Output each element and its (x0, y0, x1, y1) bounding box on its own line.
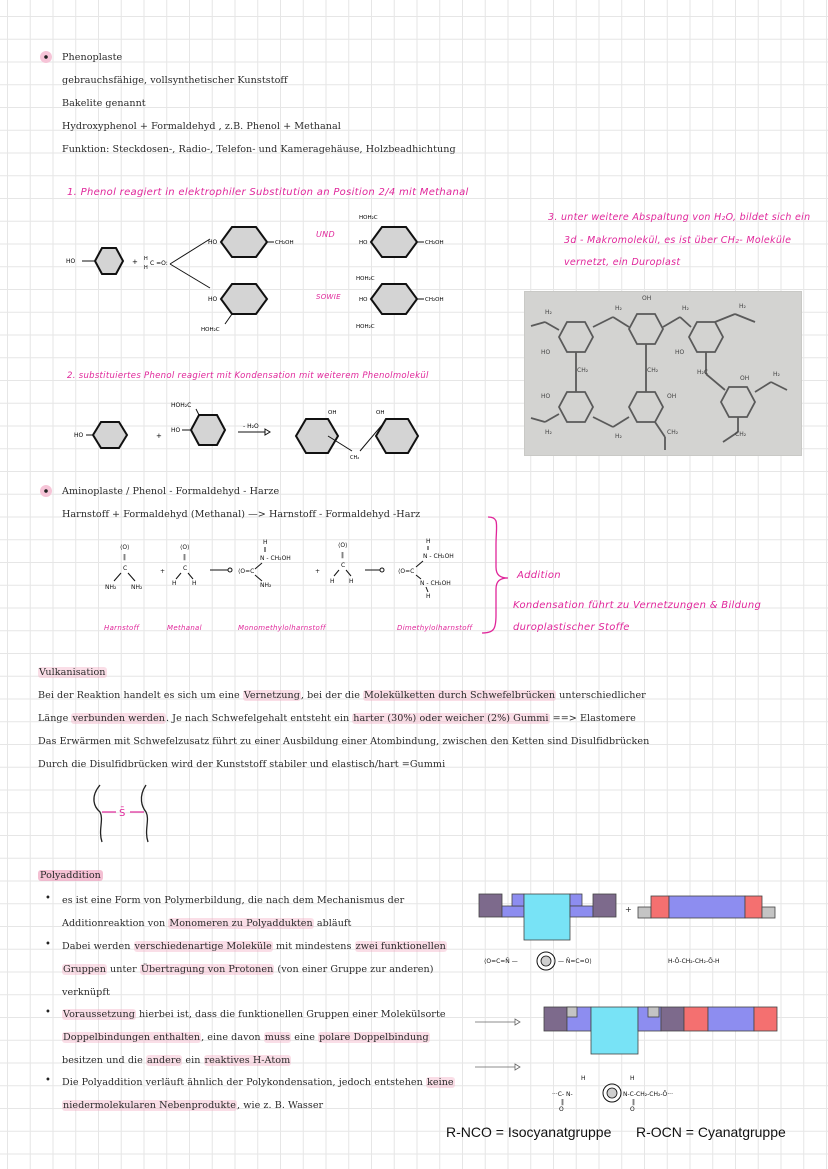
svg-text:HO: HO (359, 240, 368, 246)
svg-text:— N̄=C=O⟩: — N̄=C=O⟩ (558, 958, 592, 965)
curly-brace-icon (486, 515, 516, 635)
svg-text:NH₂: NH₂ (105, 584, 117, 591)
section-heading-vulkanisation (38, 667, 107, 678)
svg-text:‖: ‖ (183, 554, 186, 561)
polyaddition-bullet-3-line-2 (62, 1032, 430, 1043)
note-condensation-line2: duroplastischer Stoffe (513, 622, 630, 633)
heading-highlight: Vulkanisation (39, 667, 106, 678)
section-heading-aminoplaste: Aminoplaste / Phenol - Formaldehyd - Harze (62, 486, 280, 497)
svg-text:N - CH₂OH: N - CH₂OH (420, 580, 451, 587)
vulkanisation-line-4: Durch die Disulfidbrücken wird der Kunststoff stabiler und elastisch/hart =Gummi (38, 759, 446, 770)
benzene-ring-icon (95, 248, 123, 274)
svg-text:H: H (144, 265, 148, 271)
vulkanisation-line-2 (38, 713, 636, 724)
svg-text:‖: ‖ (123, 554, 126, 561)
text-span: Die Polyaddition verläuft ähnlich der Polykondensation, jedoch entstehen (62, 1077, 426, 1088)
text-span: , bei der die (300, 690, 364, 701)
svg-text:OH: OH (642, 295, 652, 302)
text-span: Länge (38, 713, 72, 724)
text-span: ==> Elastomere (549, 713, 636, 724)
svg-text:⟨O⟩: ⟨O⟩ (120, 544, 130, 551)
text-span: ein (182, 1055, 204, 1066)
highlighted-text: Doppelbindungen enthalten (63, 1032, 201, 1043)
text-span: mit mindestens (272, 941, 355, 952)
svg-text:H₂: H₂ (545, 429, 552, 436)
bullet-icon: • (45, 893, 51, 904)
svg-text:HO: HO (541, 349, 551, 356)
svg-text:O: O (559, 1106, 564, 1113)
text-span: besitzen und die (62, 1055, 146, 1066)
svg-text:OH: OH (328, 410, 337, 416)
handwritten-step-2: 2. substituiertes Phenol reagiert mit Kondensation mit weiterem Phenolmolekül (67, 371, 429, 381)
text-line: gebrauchsfähige, vollsynthetischer Kunststoff (62, 75, 288, 86)
highlighted-text: verschiedenartige Moleküle (134, 941, 272, 952)
highlighted-text: Gruppen (63, 964, 106, 975)
svg-text:+: + (315, 568, 321, 575)
legend-cyanate: R-OCN = Cyanatgruppe (636, 1124, 786, 1140)
svg-text:CH₂OH: CH₂OH (275, 240, 294, 246)
svg-text:HO: HO (359, 297, 368, 303)
svg-text:H-Ō-CH₂-CH₂-Ō-H: H-Ō-CH₂-CH₂-Ō-H (668, 958, 720, 965)
text-span: (von einer Gruppe zur anderen) (274, 964, 434, 975)
sulfur-label: S̄ (119, 808, 126, 819)
polyaddition-bullet-2-line-2 (62, 964, 434, 975)
svg-text:H: H (426, 538, 431, 545)
highlighted-text: reaktives H-Atom (204, 1055, 291, 1066)
svg-text:HOH₂C: HOH₂C (359, 215, 378, 221)
svg-text:⟨O⟩: ⟨O⟩ (180, 544, 190, 551)
text-line: Funktion: Steckdosen-, Radio-, Telefon- und Kameragehäuse, Holzbeadhichtung (62, 144, 456, 155)
handwritten-step-3-line2: 3d - Makromolekül, es ist über CH₂- Moleküle (564, 235, 792, 246)
text-span: . Je nach Schwefelgehalt entsteht ein (165, 713, 353, 724)
highlighted-text: Molekülketten durch Schwefelbrücken (364, 690, 556, 701)
phenol-condensation-diagram (60, 395, 480, 465)
svg-text:HO: HO (208, 239, 218, 246)
svg-text:CH₂: CH₂ (647, 367, 659, 374)
svg-text:H: H (581, 1075, 586, 1082)
svg-text:H₂: H₂ (615, 305, 622, 312)
bakelite-network-diagram (525, 292, 803, 457)
svg-text:‖: ‖ (632, 1099, 635, 1106)
svg-text:HOH₂C: HOH₂C (356, 276, 375, 282)
svg-text:OH: OH (667, 393, 677, 400)
polyaddition-bullet-2-line-1 (62, 941, 447, 952)
highlighted-text: Übertragung von Protonen (140, 964, 274, 975)
svg-text:N-C-CH₂-CH₂-Ō···: N-C-CH₂-CH₂-Ō··· (623, 1091, 673, 1098)
svg-text:O: O (630, 1106, 635, 1113)
svg-text:OH: OH (740, 375, 750, 382)
urea-formaldehyde-diagram (90, 535, 490, 635)
svg-text:⟨O=C: ⟨O=C (238, 568, 255, 575)
bullet-icon: • (45, 939, 51, 950)
svg-text:+: + (160, 568, 166, 575)
svg-text:H₂: H₂ (682, 305, 689, 312)
text-line: Hydroxyphenol + Formaldehyd , z.B. Phenol + Methanal (62, 121, 341, 132)
phenol-substitution-diagram (60, 200, 510, 340)
svg-text:C: C (123, 565, 128, 572)
svg-text:N - CH₂OH: N - CH₂OH (260, 555, 291, 562)
svg-text:H₂: H₂ (545, 309, 552, 316)
polyaddition-bullet-4-line-2 (62, 1100, 323, 1111)
text-span: Dabei werden (62, 941, 134, 952)
polyaddition-bullet-3-line-3 (62, 1055, 291, 1066)
legend-isocyanate: R-NCO = Isocyanatgruppe (446, 1124, 612, 1140)
text-span: Bei der Reaktion handelt es sich um eine (38, 690, 243, 701)
highlighted-text: andere (146, 1055, 182, 1066)
text-span: eine (291, 1032, 319, 1043)
bakelite-structure-image (524, 291, 802, 456)
svg-text:CH₂OH: CH₂OH (425, 240, 444, 246)
svg-text:NH₂: NH₂ (131, 584, 143, 591)
svg-text:H: H (349, 578, 354, 585)
section-heading-phenoplaste: Phenoplaste (62, 52, 123, 63)
svg-text:CH₂: CH₂ (667, 429, 679, 436)
svg-text:H₂C: H₂C (697, 369, 709, 376)
note-addition: Addition (517, 570, 561, 581)
svg-text:H: H (263, 539, 268, 546)
svg-text:‖: ‖ (561, 1099, 564, 1106)
svg-text:HO: HO (208, 296, 218, 303)
svg-text:C: C (183, 565, 188, 572)
note-condensation-line1: Kondensation führt zu Vernetzungen & Bildung (513, 600, 762, 611)
svg-text:HO: HO (171, 427, 181, 434)
highlighted-text: harter (30%) oder weicher (2%) Gummi (353, 713, 549, 724)
highlighted-text: niedermolekularen Nebenprodukte (63, 1100, 237, 1111)
svg-text:C: C (341, 562, 346, 569)
svg-text:H: H (330, 578, 335, 585)
svg-text:HO: HO (66, 258, 76, 265)
disulfide-bridge-sketch (88, 782, 168, 852)
svg-text:HOH₂C: HOH₂C (171, 402, 192, 409)
section-heading-polyaddition (38, 870, 103, 881)
label-methanal: Methanal (167, 624, 202, 632)
text-span: verknüpft (62, 987, 110, 998)
bullet-icon (40, 485, 52, 497)
handwritten-step-1: 1. Phenol reagiert in elektrophiler Substitution an Position 2/4 mit Methanal (67, 187, 469, 198)
highlighted-text: muss (264, 1032, 291, 1043)
svg-text:N - CH₂OH: N - CH₂OH (423, 553, 454, 560)
text-span: abläuft (313, 918, 352, 929)
polyaddition-bullet-1-line-1 (62, 895, 404, 906)
svg-text:+: + (156, 432, 162, 440)
bullet-icon (40, 51, 52, 63)
label-dimethylolharnstoff: Dimethylolharnstoff (397, 624, 473, 632)
label-harnstoff: Harnstoff (104, 624, 140, 632)
svg-text:···C- N-: ···C- N- (552, 1091, 573, 1098)
svg-text:NH₂: NH₂ (260, 582, 272, 589)
svg-text:HO: HO (74, 432, 84, 439)
highlighted-text: Monomeren zu Polyaddukten (169, 918, 313, 929)
polyaddition-bullet-3-line-1 (62, 1009, 446, 1020)
svg-text:OH: OH (376, 410, 385, 416)
equation-line: Harnstoff + Formaldehyd (Methanal) —> Harnstoff - Formaldehyd -Harz (62, 509, 421, 520)
polyaddition-block-diagram (470, 880, 810, 1120)
handwritten-step-3-line3: vernetzt, ein Duroplast (564, 257, 681, 268)
text-span: , wie z. B. Wasser (237, 1100, 324, 1111)
svg-text:‖: ‖ (341, 552, 344, 559)
svg-text:CH₂: CH₂ (735, 431, 747, 438)
highlighted-text: zwei funktionellen (355, 941, 446, 952)
text-line: Bakelite genannt (62, 98, 146, 109)
svg-text:CH₂OH: CH₂OH (425, 297, 444, 303)
handwritten-step-3-line1: 3. unter weitere Abspaltung von H₂O, bildet sich ein (548, 212, 811, 223)
text-span: unter (106, 964, 140, 975)
polyaddition-bullet-2-line-3 (62, 987, 110, 998)
polyaddition-bullet-4-line-1 (62, 1077, 455, 1088)
highlighted-text: Vernetzung (243, 690, 300, 701)
text-span: hierbei ist, dass die funktionellen Gruppen einer Molekülsorte (135, 1009, 446, 1020)
bullet-icon: • (45, 1075, 51, 1086)
svg-text:H: H (426, 593, 431, 600)
svg-text:⟨O=C: ⟨O=C (398, 568, 415, 575)
highlighted-text: polare Doppelbindung (319, 1032, 429, 1043)
highlighted-text: Voraussetzung (63, 1009, 135, 1020)
arrow-label: - H₂O (243, 423, 259, 430)
svg-text:H: H (630, 1075, 635, 1082)
plus-sign: + (625, 905, 632, 914)
svg-text:HO: HO (675, 349, 685, 356)
text-span: unterschiedlicher (556, 690, 646, 701)
vulkanisation-line-3: Das Erwärmen mit Schwefelzusatz führt zu einer Ausbildung einer Atombindung, zwischen den Ketten sind Disulfidbrücken (38, 736, 650, 747)
vulkanisation-line-1 (38, 690, 646, 701)
handwritten-und: UND (316, 230, 335, 239)
bullet-icon: • (45, 1007, 51, 1018)
svg-text:H: H (172, 580, 177, 587)
svg-text:H: H (192, 580, 197, 587)
svg-text:HOH₂C: HOH₂C (201, 327, 220, 333)
label-monomethylolharnstoff: Monomethylolharnstoff (238, 624, 326, 632)
highlighted-text: keine (426, 1077, 454, 1088)
svg-text:HO: HO (541, 393, 551, 400)
svg-text:H₂: H₂ (739, 303, 746, 310)
highlighted-text: verbunden werden (72, 713, 165, 724)
handwritten-sowie: SOWIE (316, 293, 341, 301)
svg-text:H: H (144, 256, 148, 262)
svg-text:CH₂: CH₂ (350, 455, 360, 461)
svg-text:CH₂: CH₂ (577, 367, 589, 374)
polyaddition-bullet-1-line-2 (62, 918, 351, 929)
svg-text:⟨O⟩: ⟨O⟩ (338, 542, 348, 549)
svg-text:H₂: H₂ (615, 433, 622, 440)
text-span: Additionreaktion von (62, 918, 169, 929)
svg-text:H₂: H₂ (773, 371, 780, 378)
svg-text:C =O:: C =O: (150, 260, 168, 267)
heading-highlight: Polyaddition (40, 870, 101, 881)
text-span: , eine davon (201, 1032, 264, 1043)
svg-text:+: + (132, 258, 138, 266)
svg-text:HOH₂C: HOH₂C (356, 324, 375, 330)
text-span: es ist eine Form von Polymerbildung, die nach dem Mechanismus der (62, 895, 405, 906)
svg-text:⟨O=C=N̄ —: ⟨O=C=N̄ — (484, 958, 518, 965)
